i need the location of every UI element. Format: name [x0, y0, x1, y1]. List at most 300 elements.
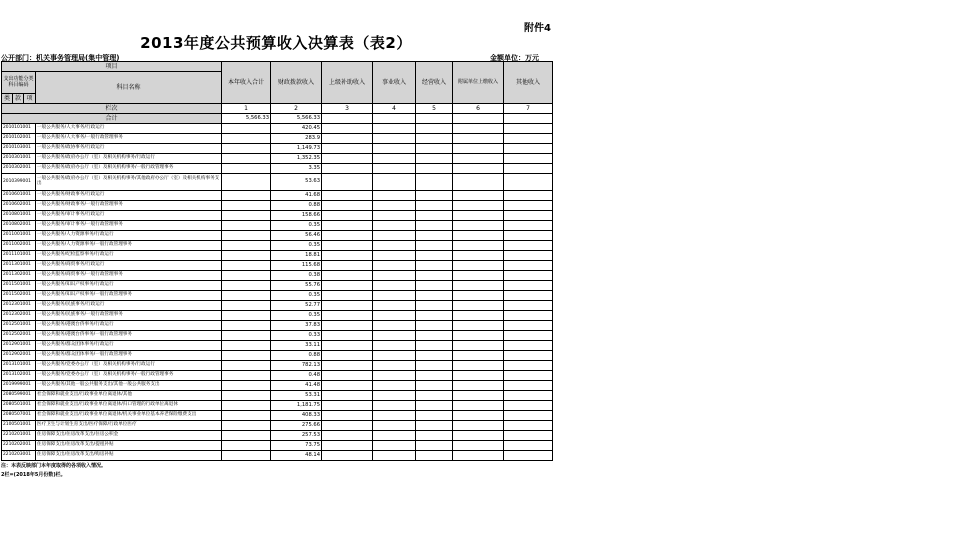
footnote-1: 注：本表反映部门本年度取得的各项收入情况。	[1, 463, 107, 469]
row-col-3	[322, 271, 373, 281]
table-row	[2, 331, 553, 341]
row-col-4	[373, 431, 416, 441]
row-code: 2010101001	[2, 124, 36, 134]
row-col-2: 73.75	[271, 441, 322, 451]
row-col-3	[322, 401, 373, 411]
row-col-3	[322, 221, 373, 231]
row-col-1	[222, 241, 271, 251]
row-col-4	[373, 281, 416, 291]
row-col-6	[453, 271, 504, 281]
row-col-5	[416, 441, 453, 451]
table-row	[2, 321, 553, 331]
row-col-5	[416, 164, 453, 174]
total-col-2: 5,566.33	[271, 114, 322, 124]
row-col-7	[504, 301, 553, 311]
table-row	[2, 124, 553, 134]
row-col-7	[504, 201, 553, 211]
row-col-7	[504, 401, 553, 411]
row-col-6	[453, 421, 504, 431]
col-number-3: 3	[322, 104, 373, 114]
row-col-4	[373, 251, 416, 261]
row-col-2: 158.66	[271, 211, 322, 221]
row-col-1	[222, 331, 271, 341]
row-col-4	[373, 381, 416, 391]
row-col-5	[416, 351, 453, 361]
row-col-2: 3.35	[271, 164, 322, 174]
row-col-6	[453, 174, 504, 191]
row-col-7	[504, 331, 553, 341]
row-col-1	[222, 154, 271, 164]
row-col-3	[322, 391, 373, 401]
row-col-4	[373, 401, 416, 411]
row-col-4	[373, 411, 416, 421]
row-col-4	[373, 451, 416, 461]
row-col-7	[504, 134, 553, 144]
row-col-2: 0.35	[271, 291, 322, 301]
row-col-4	[373, 421, 416, 431]
row-subject-name: 一般公共服务/党委办公厅（室）及相关机构事务/一般行政管理事务	[36, 371, 222, 381]
row-col-6	[453, 351, 504, 361]
header-col-4: 事业收入	[373, 62, 416, 104]
row-col-2: 115.68	[271, 261, 322, 271]
row-col-4	[373, 331, 416, 341]
row-col-6	[453, 231, 504, 241]
row-col-5	[416, 371, 453, 381]
total-col-7	[504, 114, 553, 124]
row-subject-name: 一般公共服务/民族事务/行政运行	[36, 301, 222, 311]
header-item: 项	[24, 94, 36, 104]
row-col-3	[322, 124, 373, 134]
row-col-7	[504, 451, 553, 461]
row-col-2: 0.88	[271, 201, 322, 211]
row-col-2: 0.48	[271, 371, 322, 381]
row-col-7	[504, 421, 553, 431]
table-row	[2, 301, 553, 311]
row-col-4	[373, 134, 416, 144]
col-number-2: 2	[271, 104, 322, 114]
row-col-2: 56.46	[271, 231, 322, 241]
row-col-5	[416, 331, 453, 341]
row-code: 2080599001	[2, 391, 36, 401]
row-col-6	[453, 261, 504, 271]
row-subject-name: 一般公共服务/人大事务/一般行政管理事务	[36, 134, 222, 144]
row-col-6	[453, 154, 504, 164]
row-col-7	[504, 351, 553, 361]
row-col-3	[322, 321, 373, 331]
row-col-6	[453, 401, 504, 411]
header-class: 类	[2, 94, 13, 104]
row-subject-name: 一般公共服务/党委办公厅（室）及相关机构事务/行政运行	[36, 361, 222, 371]
row-code: 2210202001	[2, 441, 36, 451]
row-col-1	[222, 164, 271, 174]
table-row	[2, 291, 553, 301]
row-col-3	[322, 164, 373, 174]
row-col-6	[453, 124, 504, 134]
row-code: 2011302001	[2, 271, 36, 281]
row-col-7	[504, 291, 553, 301]
table-row	[2, 134, 553, 144]
col-number-7: 7	[504, 104, 553, 114]
row-col-5	[416, 421, 453, 431]
row-col-6	[453, 381, 504, 391]
row-code: 2210203001	[2, 451, 36, 461]
row-col-2: 1,352.35	[271, 154, 322, 164]
row-col-6	[453, 221, 504, 231]
row-col-4	[373, 311, 416, 321]
row-col-5	[416, 411, 453, 421]
row-subject-name: 一般公共服务/民族事务/一般行政管理事务	[36, 311, 222, 321]
row-code: 2011301001	[2, 261, 36, 271]
row-subject-name: 一般公共服务/人力资源事务/行政运行	[36, 231, 222, 241]
row-col-7	[504, 164, 553, 174]
row-col-4	[373, 341, 416, 351]
row-col-5	[416, 231, 453, 241]
row-subject-name: 一般公共服务/财政事务/一般行政管理事务	[36, 201, 222, 211]
row-col-5	[416, 391, 453, 401]
page-title: 2013年度公共预算收入决算表（表2）	[140, 34, 412, 52]
row-col-3	[322, 381, 373, 391]
row-col-5	[416, 174, 453, 191]
row-col-4	[373, 441, 416, 451]
row-col-6	[453, 441, 504, 451]
row-col-1	[222, 441, 271, 451]
header-col-7: 其他收入	[504, 62, 553, 104]
row-col-1	[222, 321, 271, 331]
row-col-7	[504, 251, 553, 261]
row-subject-name: 一般公共服务/人力资源事务/一般行政管理事务	[36, 241, 222, 251]
row-col-1	[222, 411, 271, 421]
row-code: 2080507001	[2, 411, 36, 421]
row-subject-name: 一般公共服务/政府办公厅（室）及相关机构事务/行政运行	[36, 154, 222, 164]
row-col-4	[373, 211, 416, 221]
header-col-2: 财政拨款收入	[271, 62, 322, 104]
row-col-7	[504, 311, 553, 321]
row-code: 2100501001	[2, 421, 36, 431]
row-col-3	[322, 311, 373, 321]
row-col-3	[322, 351, 373, 361]
total-col-1: 5,566.33	[222, 114, 271, 124]
row-subject-name: 一般公共服务/港澳台侨事务/一般行政管理事务	[36, 331, 222, 341]
row-col-7	[504, 124, 553, 134]
row-col-3	[322, 241, 373, 251]
header-project: 项目	[2, 62, 222, 72]
row-col-2: 0.33	[271, 331, 322, 341]
row-col-6	[453, 361, 504, 371]
row-code: 2012902001	[2, 351, 36, 361]
row-col-2: 33.11	[271, 341, 322, 351]
row-col-5	[416, 154, 453, 164]
row-col-3	[322, 341, 373, 351]
row-col-5	[416, 311, 453, 321]
row-code: 2013101001	[2, 361, 36, 371]
header-col-5: 经营收入	[416, 62, 453, 104]
row-col-6	[453, 391, 504, 401]
row-col-6	[453, 281, 504, 291]
row-col-1	[222, 134, 271, 144]
row-col-6	[453, 371, 504, 381]
row-col-6	[453, 201, 504, 211]
row-col-3	[322, 291, 373, 301]
row-subject-name: 一般公共服务/财政事务/行政运行	[36, 191, 222, 201]
row-col-3	[322, 211, 373, 221]
table-row	[2, 441, 553, 451]
row-col-7	[504, 411, 553, 421]
row-col-3	[322, 191, 373, 201]
row-col-5	[416, 291, 453, 301]
row-col-4	[373, 371, 416, 381]
row-code: 2010301001	[2, 154, 36, 164]
row-subject-name: 一般公共服务/群众团体事务/行政运行	[36, 341, 222, 351]
row-code: 2010103001	[2, 144, 36, 154]
table-row	[2, 371, 553, 381]
row-col-3	[322, 451, 373, 461]
row-subject-name: 一般公共服务/知识产权事务/行政运行	[36, 281, 222, 291]
row-subject-name: 一般公共服务/政协事务/行政运行	[36, 144, 222, 154]
col-number-label: 栏次	[2, 104, 222, 114]
row-subject-name: 一般公共服务/群众团体事务/一般行政管理事务	[36, 351, 222, 361]
row-code: 2080501001	[2, 401, 36, 411]
row-col-1	[222, 351, 271, 361]
row-col-6	[453, 144, 504, 154]
table-row	[2, 261, 553, 271]
row-col-4	[373, 174, 416, 191]
row-col-4	[373, 391, 416, 401]
row-col-1	[222, 401, 271, 411]
row-code: 2210201001	[2, 431, 36, 441]
row-col-1	[222, 421, 271, 431]
row-subject-name: 住房保障支出/住房改革支出/住房公积金	[36, 431, 222, 441]
row-col-5	[416, 124, 453, 134]
row-col-6	[453, 311, 504, 321]
row-col-4	[373, 301, 416, 311]
total-col-5	[416, 114, 453, 124]
row-subject-name: 一般公共服务/人大事务/行政运行	[36, 124, 222, 134]
row-col-4	[373, 241, 416, 251]
row-col-1	[222, 431, 271, 441]
row-col-5	[416, 221, 453, 231]
row-code: 2011502001	[2, 291, 36, 301]
row-col-1	[222, 191, 271, 201]
row-col-7	[504, 281, 553, 291]
row-subject-name: 社会保障和就业支出/行政事业单位离退休/其他	[36, 391, 222, 401]
row-col-3	[322, 301, 373, 311]
row-col-7	[504, 361, 553, 371]
col-number-row	[2, 104, 553, 114]
row-col-2: 275.66	[271, 421, 322, 431]
row-col-4	[373, 164, 416, 174]
row-col-1	[222, 361, 271, 371]
header-func-code: 支出功能分类科目编码	[2, 72, 36, 94]
row-col-2: 53.31	[271, 391, 322, 401]
row-col-1	[222, 201, 271, 211]
row-code: 2011101001	[2, 251, 36, 261]
row-col-2: 53.63	[271, 174, 322, 191]
row-col-3	[322, 361, 373, 371]
row-col-2: 37.83	[271, 321, 322, 331]
table-row	[2, 231, 553, 241]
row-col-5	[416, 251, 453, 261]
row-code: 2010302001	[2, 164, 36, 174]
row-col-6	[453, 331, 504, 341]
row-col-2: 0.38	[271, 271, 322, 281]
row-col-4	[373, 291, 416, 301]
row-col-1	[222, 301, 271, 311]
row-col-5	[416, 134, 453, 144]
row-col-4	[373, 191, 416, 201]
table-row	[2, 341, 553, 351]
row-subject-name: 一般公共服务/政府办公厅（室）及相关机构事务/其他政府办公厅（室）及相关机构事务支出	[36, 174, 222, 191]
row-col-4	[373, 221, 416, 231]
row-col-7	[504, 154, 553, 164]
unit-label: 金额单位：万元	[490, 54, 539, 62]
row-col-4	[373, 351, 416, 361]
header-col-6: 附属单位上缴收入	[453, 62, 504, 104]
revenue-table	[1, 61, 553, 461]
row-col-2: 1,181.75	[271, 401, 322, 411]
total-row	[2, 114, 553, 124]
table-row	[2, 311, 553, 321]
table-row	[2, 361, 553, 371]
row-col-6	[453, 431, 504, 441]
row-code: 2011002001	[2, 241, 36, 251]
row-subject-name: 一般公共服务/纪检监察事务/行政运行	[36, 251, 222, 261]
row-code: 2011001001	[2, 231, 36, 241]
row-col-6	[453, 241, 504, 251]
row-col-2: 0.35	[271, 311, 322, 321]
row-col-5	[416, 241, 453, 251]
row-subject-name: 一般公共服务/审计事务/一般行政管理事务	[36, 221, 222, 231]
row-col-1	[222, 281, 271, 291]
row-col-7	[504, 191, 553, 201]
row-col-1	[222, 261, 271, 271]
row-col-3	[322, 144, 373, 154]
row-col-5	[416, 341, 453, 351]
row-col-1	[222, 451, 271, 461]
row-subject-name: 社会保障和就业支出/行政事业单位离退休/机关事业单位基本养老保险缴费支出	[36, 411, 222, 421]
row-subject-name: 一般公共服务/商贸事务/行政运行	[36, 261, 222, 271]
row-col-6	[453, 134, 504, 144]
header-section: 款	[13, 94, 24, 104]
row-col-1	[222, 371, 271, 381]
header-row-project	[2, 62, 553, 72]
row-col-4	[373, 271, 416, 281]
row-col-3	[322, 174, 373, 191]
col-number-5: 5	[416, 104, 453, 114]
row-col-1	[222, 291, 271, 301]
row-col-3	[322, 261, 373, 271]
row-col-6	[453, 251, 504, 261]
row-col-2: 782.13	[271, 361, 322, 371]
row-col-3	[322, 154, 373, 164]
attachment-label: 附件4	[524, 23, 551, 34]
row-col-7	[504, 144, 553, 154]
row-subject-name: 一般公共服务/商贸事务/一般行政管理事务	[36, 271, 222, 281]
row-col-4	[373, 144, 416, 154]
col-number-1: 1	[222, 104, 271, 114]
row-code: 2012501001	[2, 321, 36, 331]
row-col-2: 283.9	[271, 134, 322, 144]
row-col-7	[504, 174, 553, 191]
row-col-2: 0.35	[271, 241, 322, 251]
table-row	[2, 221, 553, 231]
table-row	[2, 411, 553, 421]
row-col-5	[416, 361, 453, 371]
row-col-1	[222, 231, 271, 241]
row-col-6	[453, 211, 504, 221]
row-col-1	[222, 251, 271, 261]
header-col-1: 本年收入合计	[222, 62, 271, 104]
row-col-1	[222, 221, 271, 231]
row-col-6	[453, 301, 504, 311]
row-col-7	[504, 381, 553, 391]
row-col-6	[453, 291, 504, 301]
row-subject-name: 住房保障支出/住房改革支出/提租补贴	[36, 441, 222, 451]
row-code: 2010802001	[2, 221, 36, 231]
header-col-3: 上级补助收入	[322, 62, 373, 104]
row-code: 2010102001	[2, 134, 36, 144]
total-col-4	[373, 114, 416, 124]
row-col-7	[504, 211, 553, 221]
row-col-5	[416, 281, 453, 291]
row-col-1	[222, 144, 271, 154]
row-col-3	[322, 411, 373, 421]
row-col-5	[416, 271, 453, 281]
row-col-2: 41.68	[271, 191, 322, 201]
header-subject-name: 科目名称	[36, 72, 222, 104]
table-row	[2, 201, 553, 211]
row-col-7	[504, 341, 553, 351]
row-col-4	[373, 361, 416, 371]
row-col-3	[322, 281, 373, 291]
row-code: 2012301001	[2, 301, 36, 311]
row-col-7	[504, 391, 553, 401]
row-col-7	[504, 441, 553, 451]
row-col-3	[322, 231, 373, 241]
table-row	[2, 431, 553, 441]
row-code: 2012302001	[2, 311, 36, 321]
row-col-7	[504, 231, 553, 241]
row-col-4	[373, 124, 416, 134]
row-col-7	[504, 431, 553, 441]
row-col-3	[322, 134, 373, 144]
row-col-2: 1,149.73	[271, 144, 322, 154]
total-col-3	[322, 114, 373, 124]
row-code: 2013102001	[2, 371, 36, 381]
row-col-4	[373, 261, 416, 271]
row-col-4	[373, 154, 416, 164]
row-col-3	[322, 441, 373, 451]
row-col-5	[416, 431, 453, 441]
table-row	[2, 191, 553, 201]
table-row	[2, 251, 553, 261]
row-col-5	[416, 381, 453, 391]
row-col-2: 408.33	[271, 411, 322, 421]
row-col-6	[453, 191, 504, 201]
row-col-4	[373, 321, 416, 331]
row-col-3	[322, 251, 373, 261]
row-col-7	[504, 271, 553, 281]
row-col-5	[416, 261, 453, 271]
row-col-3	[322, 421, 373, 431]
row-col-7	[504, 371, 553, 381]
row-col-6	[453, 411, 504, 421]
table-row	[2, 451, 553, 461]
row-col-3	[322, 201, 373, 211]
col-number-4: 4	[373, 104, 416, 114]
row-code: 2010399001	[2, 174, 36, 191]
row-col-7	[504, 241, 553, 251]
row-code: 2010602001	[2, 201, 36, 211]
